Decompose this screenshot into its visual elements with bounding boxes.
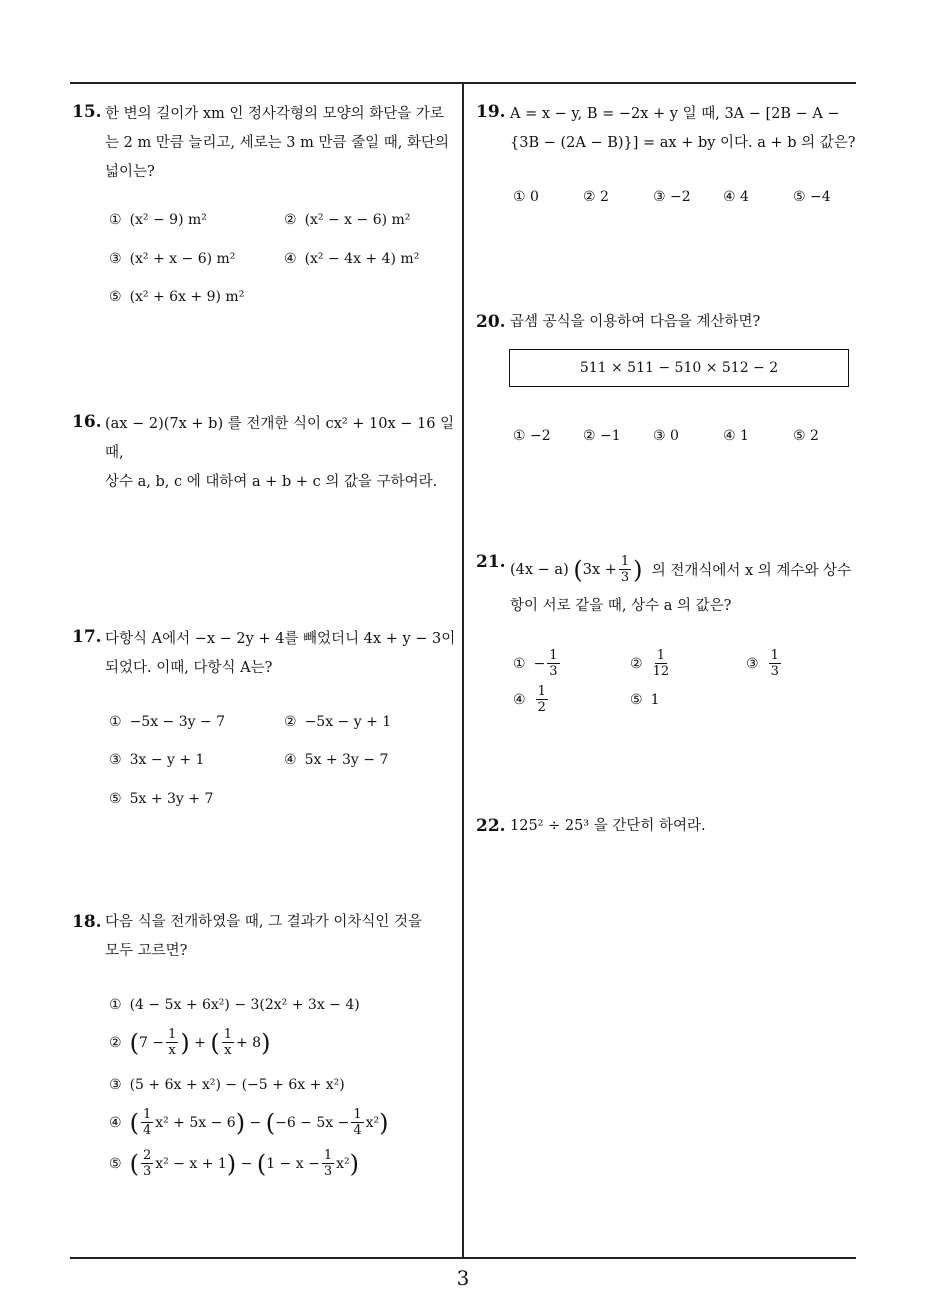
choice-3[interactable]: ③ (5 + 6x + x²) − (−5 + 6x + x²)	[109, 1077, 345, 1093]
fraction: $\frac{1}{x}$	[168, 1027, 177, 1058]
question-number: 16.	[72, 412, 102, 432]
choice-5[interactable]: ⑤ 2	[793, 428, 819, 444]
question-text: 한 변의 길이가 xm 인 정사각형의 모양의 화단을 가로 는 2 m 만큼 늘리고, 세로는 3 m 만큼 줄일 때, 화단의 넓이는?	[105, 106, 449, 180]
choice-1[interactable]: ① − $\frac{1}{3}$	[513, 648, 558, 679]
fraction: $\frac{1}{3}$	[549, 648, 558, 679]
question-text: 다항식 A에서 −x − 2y + 4를 빼었더니 4x + y − 3이 되었다. 이때, 다항식 A는?	[105, 631, 456, 676]
fraction: $\frac{2}{3}$	[142, 1148, 152, 1179]
choice-3[interactable]: ③ −2	[653, 189, 691, 205]
choice-4[interactable]: ④ 1	[723, 428, 749, 444]
choice-1[interactable]: ① (x² − 9) m²	[109, 212, 207, 228]
question-number: 15.	[72, 102, 102, 122]
choice-4[interactable]: ④ ( $\frac{1}{4}$ x² + 5x − 6 ) − ( −6 − 5x − $\frac{1}{4}$ x² )	[109, 1107, 389, 1138]
choice-2[interactable]: ② −1	[583, 428, 621, 444]
choice-5[interactable]: ⑤ −4	[793, 189, 831, 205]
question-16	[72, 410, 457, 490]
question-number: 18.	[72, 912, 102, 932]
choice-5[interactable]: ⑤ ( $\frac{2}{3}$ x² − x + 1 ) − ( 1 − x − $\frac{1}{3}$ x² )	[109, 1148, 359, 1179]
fraction: $\frac{1}{2}$	[537, 684, 546, 715]
choice-2[interactable]: ② −5x − y + 1	[284, 714, 392, 730]
fraction: $\frac{1}{12}$	[652, 648, 670, 679]
choice-4[interactable]: ④ 4	[723, 189, 749, 205]
fraction: $\frac{1}{3}$	[323, 1148, 333, 1179]
choice-1[interactable]: ① −5x − 3y − 7	[109, 714, 226, 730]
question-number: 22.	[476, 816, 506, 836]
question-21	[476, 548, 861, 728]
choice-3[interactable]: ③ 3x − y + 1	[109, 752, 205, 768]
choice-1[interactable]: ① 0	[513, 189, 539, 205]
choice-5[interactable]: ⑤ 5x + 3y + 7	[109, 791, 214, 807]
question-expression: (4x − a) ( 3x + $\frac{1}{3}$ ) 의 전개식에서 x 의 계수와 상수	[510, 554, 852, 585]
question-number: 19.	[476, 102, 506, 122]
fraction: $\frac{1}{3}$	[620, 554, 630, 585]
choice-1[interactable]: ① −2	[513, 428, 551, 444]
question-text: (ax − 2)(7x + b) 를 전개한 식이 cx² + 10x − 16 일 때, 상수 a, b, c 에 대하여 a + b + c 의 값을 구하여라.	[105, 416, 455, 490]
question-17	[72, 625, 457, 815]
fraction: $\frac{1}{x}$	[223, 1027, 232, 1058]
choice-2[interactable]: ② (x² − x − 6) m²	[284, 212, 411, 228]
choice-2[interactable]: ② $\frac{1}{12}$	[630, 648, 670, 679]
choice-5[interactable]: ⑤ (x² + 6x + 9) m²	[109, 289, 245, 305]
question-18	[72, 908, 457, 1198]
question-19	[476, 100, 861, 220]
question-number: 21.	[476, 552, 506, 572]
question-text: 항이 서로 같을 때, 상수 a 의 값은?	[510, 598, 732, 614]
question-text: A = x − y, B = −2x + y 일 때, 3A − [2B − A − {3B − (2A − B)}] = ax + by 이다. a + b 의 값은?	[510, 106, 856, 151]
question-20	[476, 308, 861, 458]
question-22	[476, 812, 861, 852]
choice-4[interactable]: ④ (x² − 4x + 4) m²	[284, 251, 420, 267]
question-text: 125² ÷ 25³ 을 간단히 하여라.	[510, 818, 706, 834]
choice-4[interactable]: ④ $\frac{1}{2}$	[513, 684, 546, 715]
column-divider	[462, 82, 464, 1258]
choice-3[interactable]: ③ $\frac{1}{3}$	[746, 648, 779, 679]
choice-3[interactable]: ③ (x² + x − 6) m²	[109, 251, 236, 267]
choice-3[interactable]: ③ 0	[653, 428, 679, 444]
fraction: $\frac{1}{4}$	[353, 1107, 362, 1138]
page-number: 3	[456, 1266, 470, 1290]
bottom-rule	[70, 1257, 856, 1259]
choice-2[interactable]: ② 2	[583, 189, 609, 205]
question-text: 다음 식을 전개하였을 때, 그 결과가 이차식인 것을 모두 고르면?	[105, 914, 423, 959]
question-15	[72, 100, 457, 320]
question-number: 17.	[72, 627, 102, 647]
choice-2[interactable]: ② ( 7 − $\frac{1}{x}$ ) + ( $\frac{1}{x}$ + 8 )	[109, 1027, 271, 1058]
choice-5[interactable]: ⑤ 1	[630, 692, 660, 708]
choice-1[interactable]: ① (4 − 5x + 6x²) − 3(2x² + 3x − 4)	[109, 997, 360, 1013]
question-text: 곱셈 공식을 이용하여 다음을 계산하면?	[510, 314, 761, 330]
expression-box: 511 × 511 − 510 × 512 − 2	[509, 349, 849, 387]
question-number: 20.	[476, 312, 506, 332]
fraction: $\frac{1}{4}$	[142, 1107, 152, 1138]
choice-4[interactable]: ④ 5x + 3y − 7	[284, 752, 389, 768]
fraction: $\frac{1}{3}$	[770, 648, 779, 679]
